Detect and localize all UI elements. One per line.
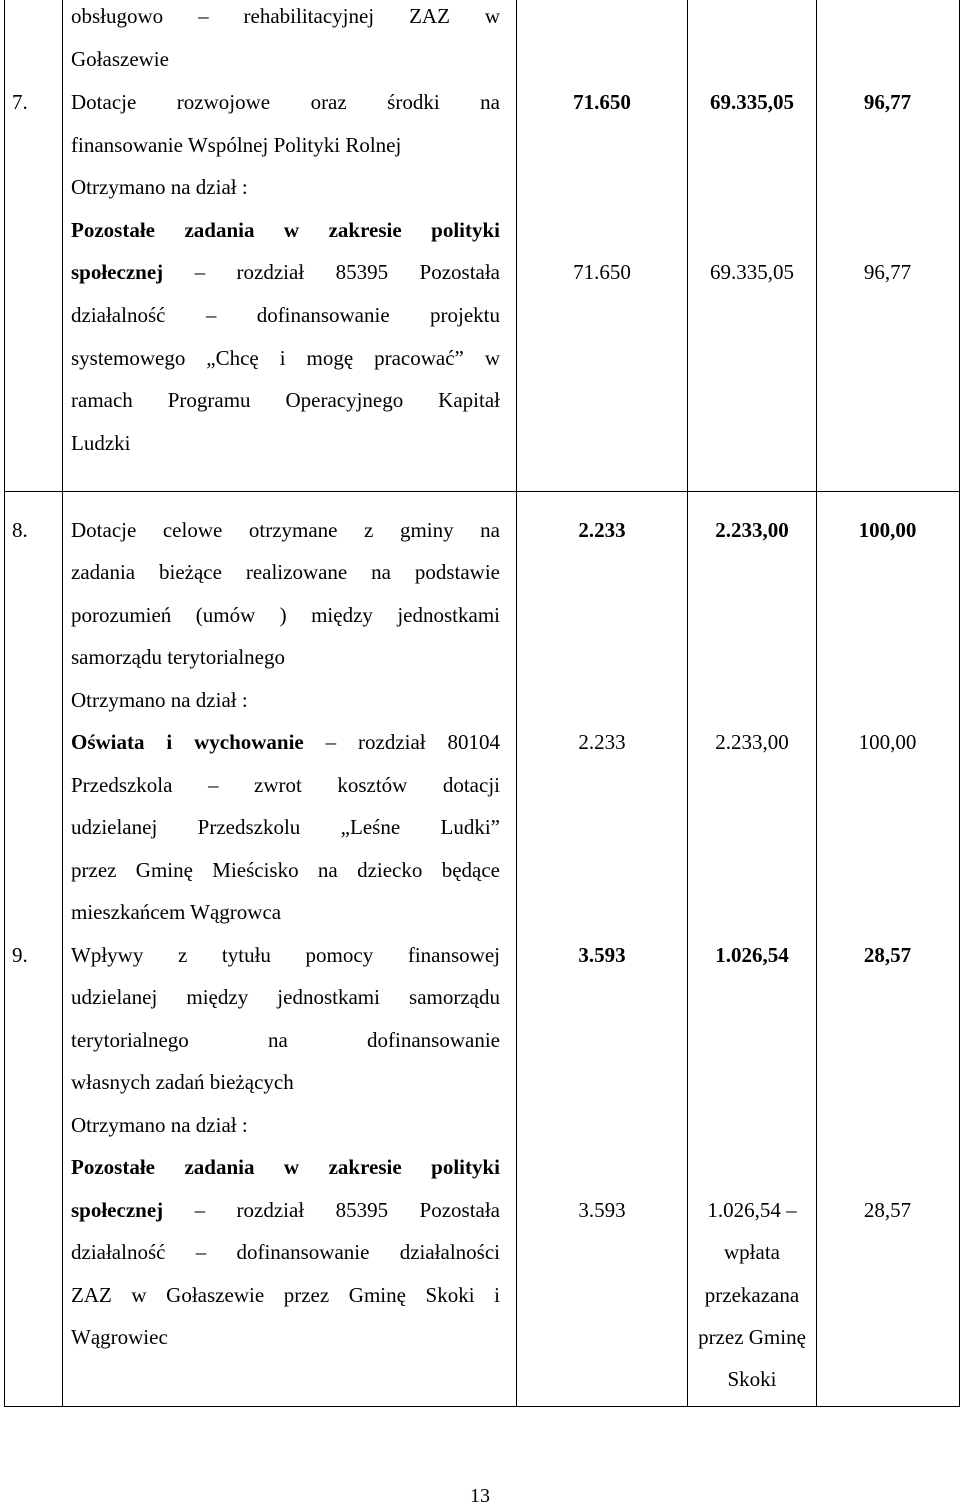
row8-sub-line: przez Gminę Mieścisko na dziecko będące bbox=[71, 858, 500, 882]
row7-sub-heading: Pozostałe zadania w zakresie polityki bbox=[71, 218, 500, 242]
row9-title-line: Wpływy z tytułu pomocy finansowej bbox=[71, 943, 500, 967]
row9-execution: 1.026,54 bbox=[715, 943, 789, 967]
row9-sub-plan: 3.593 bbox=[578, 1198, 626, 1222]
row9-sub-line: ZAZ w Gołaszewie przez Gminę Skoki i bbox=[71, 1283, 500, 1307]
row7-sub-line bbox=[71, 251, 500, 294]
row9-received-label: Otrzymano na dział : bbox=[71, 1113, 248, 1137]
row9-title-line: udzielanej między jednostkami samorządu bbox=[71, 985, 500, 1009]
row9-sub-execution-line: wpłata bbox=[724, 1240, 780, 1264]
row8-sub-plan: 2.233 bbox=[578, 730, 626, 754]
row8-plan: 2.233 bbox=[578, 518, 626, 542]
row7-sub-line: Ludzki bbox=[71, 431, 131, 455]
row9-sub-execution-line: przez Gminę bbox=[698, 1325, 806, 1349]
row7-sub-line: ramach Programu Operacyjnego Kapitał bbox=[71, 388, 500, 412]
row7-received-label: Otrzymano na dział : bbox=[71, 175, 248, 199]
row8-received-label: Otrzymano na dział : bbox=[71, 688, 248, 712]
row9-sub-heading-end: społecznej bbox=[71, 1198, 164, 1222]
page-number: 13 bbox=[470, 1485, 490, 1507]
row9-sub-execution-line: Skoki bbox=[727, 1367, 777, 1391]
row6-text-line: obsługowo – rehabilitacyjnej ZAZ w bbox=[71, 4, 500, 28]
row8-percent: 100,00 bbox=[858, 518, 917, 542]
row8-title-line: Dotacje celowe otrzymane z gminy na bbox=[71, 518, 500, 542]
row9-number: 9. bbox=[12, 943, 28, 967]
row9-sub-line: działalność – dofinansowanie działalności bbox=[71, 1240, 500, 1264]
row7-sub-execution: 69.335,05 bbox=[710, 260, 794, 284]
row9-sub-execution-line: 1.026,54 – bbox=[707, 1198, 797, 1222]
row9-sub-execution-line: przekazana bbox=[704, 1283, 800, 1307]
row8-sub-line bbox=[71, 721, 500, 764]
column-divider bbox=[62, 0, 63, 1406]
row9-sub-heading: Pozostałe zadania w zakresie polityki bbox=[71, 1155, 500, 1179]
row8-title-line: zadania bieżące realizowane na podstawie bbox=[71, 560, 500, 584]
row7-number: 7. bbox=[12, 90, 28, 114]
row7-plan: 71.650 bbox=[573, 90, 631, 114]
row8-sub-line: Przedszkola – zwrot kosztów dotacji bbox=[71, 773, 500, 797]
row8-sub-line: mieszkańcem Wągrowca bbox=[71, 900, 282, 924]
row9-percent: 28,57 bbox=[863, 943, 912, 967]
row8-sub-execution: 2.233,00 bbox=[715, 730, 789, 754]
row7-sub-line: działalność – dofinansowanie projektu bbox=[71, 303, 500, 327]
row7-execution: 69.335,05 bbox=[710, 90, 794, 114]
row8-sub-heading: Oświata i wychowanie bbox=[71, 730, 304, 754]
row8-sub-chapter: – rozdział 80104 bbox=[325, 730, 500, 754]
row7-title-line: Dotacje rozwojowe oraz środki na bbox=[71, 90, 500, 114]
row8-number: 8. bbox=[12, 518, 28, 542]
row8-execution: 2.233,00 bbox=[715, 518, 789, 542]
row8-title-line: porozumień (umów ) między jednostkami bbox=[71, 603, 500, 627]
row7-sub-heading-end: społecznej bbox=[71, 260, 164, 284]
row6-text-line: Gołaszewie bbox=[71, 47, 169, 71]
row9-sub-line bbox=[71, 1189, 500, 1232]
row7-sub-chapter: – rozdział 85395 Pozostała bbox=[194, 260, 501, 284]
row9-plan: 3.593 bbox=[578, 943, 626, 967]
row9-sub-line: Wągrowiec bbox=[71, 1325, 168, 1349]
row9-title-line: terytorialnego na dofinansowanie bbox=[71, 1028, 500, 1052]
row-divider bbox=[4, 491, 959, 492]
row9-title-line: własnych zadań bieżących bbox=[71, 1070, 294, 1094]
row7-sub-line: systemowego „Chcę i mogę pracować” w bbox=[71, 346, 500, 370]
row9-sub-chapter: – rozdział 85395 Pozostała bbox=[194, 1198, 501, 1222]
row9-sub-percent: 28,57 bbox=[863, 1198, 912, 1222]
row7-sub-percent: 96,77 bbox=[863, 260, 912, 284]
row8-sub-percent: 100,00 bbox=[858, 730, 917, 754]
row7-sub-plan: 71.650 bbox=[573, 260, 631, 284]
row7-title-line: finansowanie Wspólnej Polityki Rolnej bbox=[71, 133, 402, 157]
row8-sub-line: udzielanej Przedszkolu „Leśne Ludki” bbox=[71, 815, 500, 839]
row8-title-line: samorządu terytorialnego bbox=[71, 645, 285, 669]
row7-percent: 96,77 bbox=[863, 90, 912, 114]
